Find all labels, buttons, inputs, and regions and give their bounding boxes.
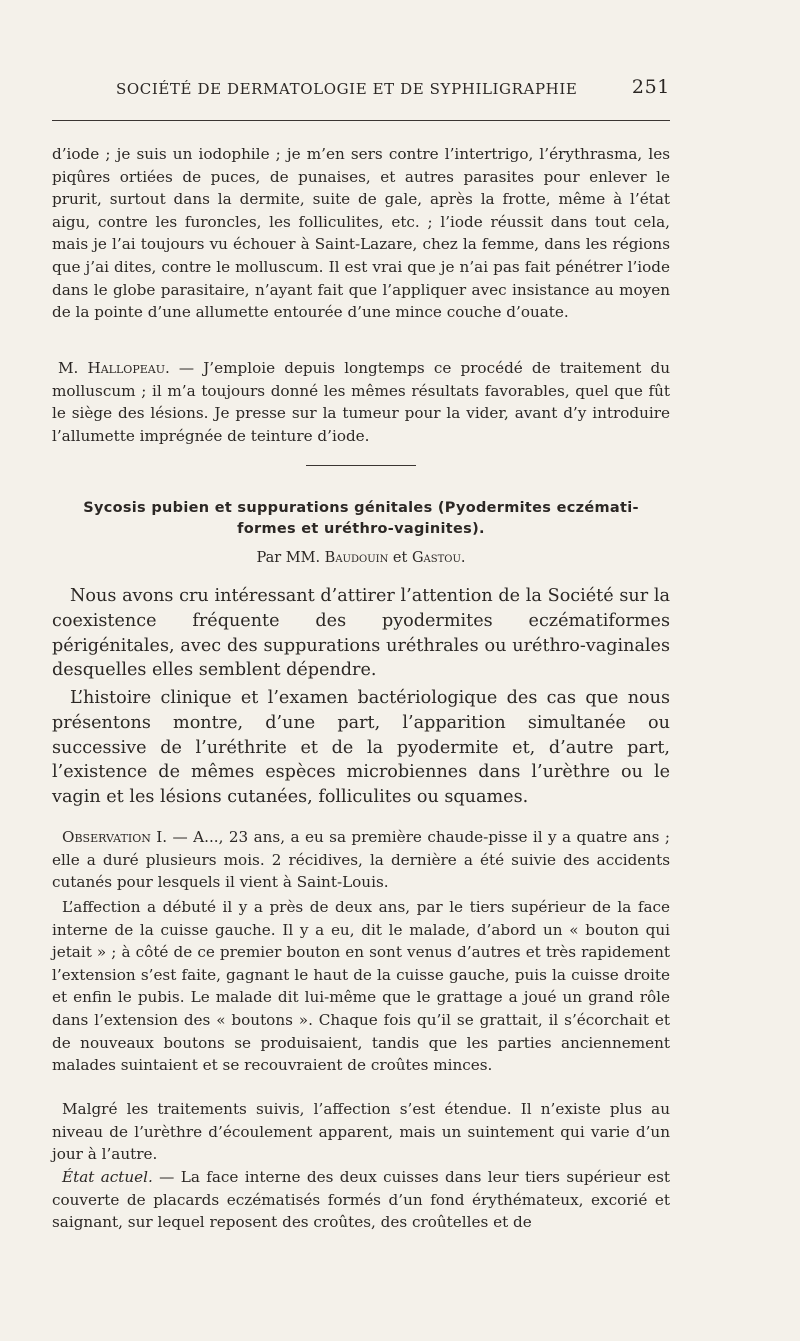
paragraph-observation-1 — [52, 826, 670, 894]
etat-actuel-text: — La face interne des deux cuisses dans leur tiers supérieur est couverte de placards eczématisés formés d’un fond érythémateux, excorié et saignant, sur lequel reposent des croûtes, des croûtelles et de — [52, 1168, 670, 1232]
paragraph-affection: L’affection a débuté il y a près de deux ans, par le tiers supérieur de la face interne de la cuisse gauche. Il y a eu, dit le malade, d’abord un « bouton qui jetait » ; à côté de ce premier bouton en sont venus d’autres et très rapidement l’extension s’est faite, gagnant le haut de la cuisse gauche, puis la cuisse droite et enfin le pubis. Le malade dit lui-même que le grattage a joué un grand rôle dans l’extension des « boutons ». Chaque fois qu’il se grattait, il s’écorchait et de nouveaux boutons se produisaient, tandis que les parties anciennement malades suintaient et se recouvraient de croûtes minces. — [52, 898, 670, 1075]
article-title-line-2: formes et uréthro-vaginites). — [237, 521, 485, 537]
article-title-line-1: Sycosis pubien et suppurations génitales (Pyodermites eczémati- — [83, 500, 639, 516]
paragraph-histoire: L’histoire clinique et l’examen bactériologique des cas que nous présentons montre, d’une part, l’apparition simultanée ou successive de l’uréthrite et de la pyodermite et, d’autre part, l’existence de mêmes espèces microbiennes dans l’urèthre ou le vagin et les lésions cutanées, folliculites ou squames. — [52, 688, 670, 808]
paragraph-etat-actuel — [52, 1166, 670, 1234]
author-baudouin: Baudouin — [324, 550, 389, 566]
paragraph-hallopeau — [52, 357, 670, 447]
article-authors — [52, 550, 670, 566]
paragraph-intro: Nous avons cru intéressant d’attirer l’attention de la Société sur la coexistence fréquente des pyodermites eczématiformes périgénitales, avec des suppurations uréthrales ou uréthro-vaginales desquelles elles semblent dépendre. — [52, 586, 670, 681]
author-gastou: Gastou. — [411, 550, 466, 566]
section-divider — [306, 465, 416, 466]
observation-text: — A..., 23 ans, a eu sa première chaude-pisse il y a quatre ans ; elle a duré plusieurs mois. 2 récidives, la dernière a été suivie des accidents cutanés pour lesquels il vient à Saint-Louis. — [52, 828, 670, 892]
paragraph-iode: d’iode ; je suis un iodophile ; je m’en sers contre l’intertrigo, l’érythrasma, les piqûres ortiées de puces, de punaises, et autres parasites pour enlever le prurit, surtout dans la dermite, suite de gale, après la frotte, même à l’état aigu, contre les furoncles, les folliculites, etc. ; l’iode réussit dans tout cela, mais je l’ai toujours vu échouer à Saint-Lazare, chez la femme, dans les régions que j’ai dites, contre le molluscum. Il est vrai que je n’ai pas fait pénétrer l’iode dans le globe parasitaire, n’ayant fait que l’appliquer avec insistance au moyen de la pointe d’une allumette entourée d’une mince couche d’ouate. — [52, 145, 670, 322]
speaker-name: M. Hallopeau. — [58, 359, 170, 377]
authors-join: et — [388, 550, 412, 566]
header-rule — [52, 120, 670, 121]
observation-label: Observation I. — [62, 828, 168, 846]
etat-actuel-label: État actuel. — [62, 1168, 153, 1186]
page-number: 251 — [631, 76, 670, 98]
paragraph-traitements: Malgré les traitements suivis, l’affection s’est étendue. Il n’existe plus au niveau de l’urèthre d’écoulement apparent, mais un suintement qui varie d’un jour à l’autre. — [52, 1100, 670, 1164]
article-title — [52, 498, 670, 540]
running-head-title: SOCIÉTÉ DE DERMATOLOGIE ET DE SYPHILIGRAPHIE — [116, 80, 578, 98]
speaker-text: — J’emploie depuis longtemps ce procédé de traitement du molluscum ; il m’a toujours donné les mêmes résultats favorables, quel que fût le siège des lésions. Je presse sur la tumeur pour la vider, avant d’y introduire l’allumette imprégnée de teinture d’iode. — [52, 359, 670, 445]
authors-prefix: Par MM. — [256, 550, 325, 566]
